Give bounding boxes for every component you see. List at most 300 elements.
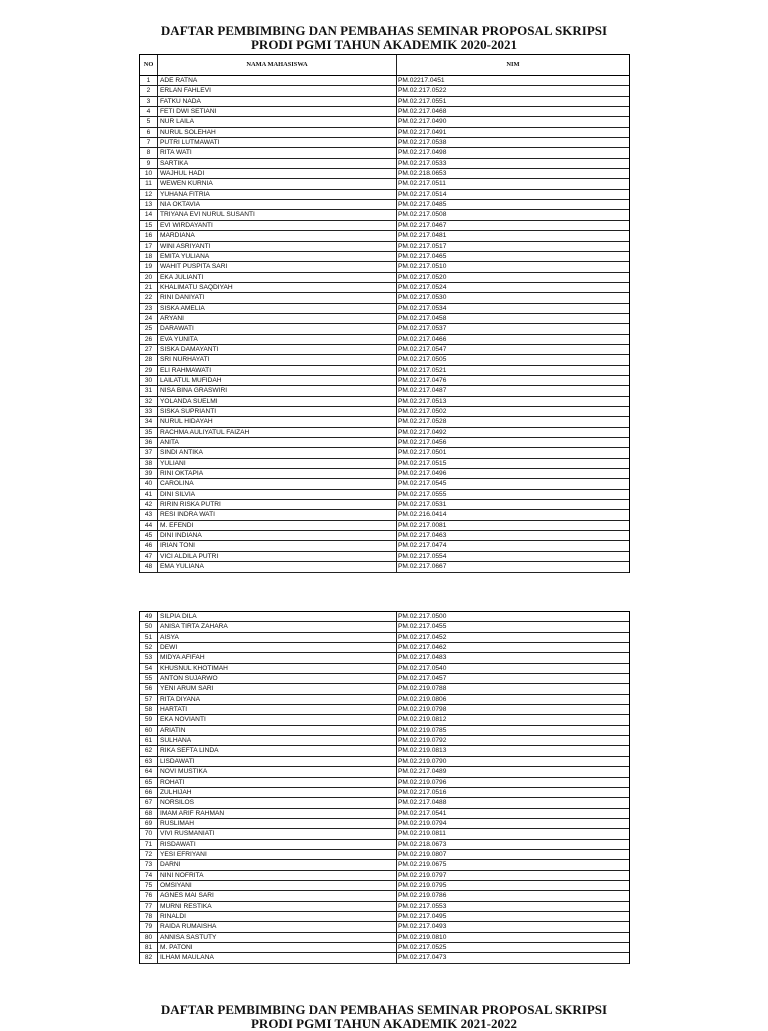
student-name: VICI ALDILA PUTRI: [158, 552, 397, 561]
student-name: RUSLIMAH: [158, 819, 397, 828]
student-nim: PM.02.217.0483: [398, 654, 447, 662]
table-row: [140, 633, 629, 643]
row-number: 1: [140, 76, 158, 85]
row-number: 59: [140, 715, 158, 724]
student-nim: PM.02.217.0510: [398, 263, 447, 271]
table-row: [140, 293, 629, 303]
row-number: 9: [140, 159, 158, 168]
student-nim: PM.02.217.0516: [398, 788, 447, 796]
student-nim: PM.02.217.0500: [398, 613, 447, 620]
student-nim: PM.02.219.0788: [398, 685, 447, 693]
table-row: [140, 76, 629, 86]
student-name: NIA OKTAVIA: [158, 200, 397, 209]
student-nim: PM.02.217.0466: [398, 335, 447, 343]
row-number: 66: [140, 788, 158, 797]
student-name: FETI DWI SETIANI: [158, 107, 397, 116]
table-row: [140, 490, 629, 500]
student-name: DINI SILVIA: [158, 490, 397, 499]
table-row: [140, 767, 629, 777]
student-nim: PM.02.217.0456: [398, 439, 447, 447]
row-number: 14: [140, 210, 158, 219]
student-name: ANTON SUJARWO: [158, 674, 397, 683]
student-nim: PM.02.217.0468: [398, 108, 447, 116]
table-row: [140, 438, 629, 448]
student-nim: PM.02.219.0785: [398, 726, 447, 734]
row-number: 82: [140, 953, 158, 962]
document-subtitle: PRODI PGMI TAHUN AKADEMIK 2020-2021: [250, 37, 518, 52]
row-number: 37: [140, 448, 158, 457]
next-document-title: DAFTAR PEMBIMBING DAN PEMBAHAS SEMINAR PROPOSAL SKRIPSI: [160, 1002, 608, 1017]
header-no: NO: [140, 55, 158, 75]
table-row: [140, 169, 629, 179]
table-row: [140, 531, 629, 541]
student-nim: PM.02.217.0458: [398, 314, 447, 322]
student-name: YENI ARUM SARI: [158, 684, 397, 693]
table-row: [140, 417, 629, 427]
student-name: SINDI ANTIKA: [158, 448, 397, 457]
student-name: ANITA: [158, 438, 397, 447]
row-number: 4: [140, 107, 158, 116]
row-number: 17: [140, 242, 158, 251]
student-name: ROHATI: [158, 778, 397, 787]
table-row: [140, 242, 629, 252]
row-number: 38: [140, 459, 158, 468]
row-number: 60: [140, 726, 158, 735]
student-nim: PM.02.217.0521: [398, 366, 447, 374]
student-nim: PM.02.217.0481: [398, 232, 447, 240]
row-number: 51: [140, 633, 158, 642]
header-name: NAMA MAHASISWA: [158, 55, 397, 75]
student-nim: PM.02.217.0515: [398, 459, 447, 467]
student-name: NUR LAILA: [158, 117, 397, 126]
student-nim: PM.02.217.0081: [398, 521, 447, 529]
table-row: [140, 612, 629, 622]
student-nim: PM.02.219.0795: [398, 881, 447, 889]
student-name: DEWI: [158, 643, 397, 652]
student-nim: PM.02.219.0797: [398, 871, 447, 879]
row-number: 71: [140, 840, 158, 849]
table-row: [140, 850, 629, 860]
student-name: MARDIANA: [158, 231, 397, 240]
student-nim: PM.02.217.0452: [398, 633, 447, 641]
student-nim: PM.02.217.0522: [398, 87, 447, 95]
student-nim: PM.02.217.0467: [398, 221, 447, 229]
table-row: [140, 386, 629, 396]
row-number: 61: [140, 736, 158, 745]
table-row: [140, 459, 629, 469]
row-number: 6: [140, 128, 158, 137]
student-name: TRIYANA EVI NURUL SUSANTI: [158, 210, 397, 219]
table-row: [140, 107, 629, 117]
student-nim: PM.02.217.0476: [398, 376, 447, 384]
student-name: NINI NOFRITA: [158, 871, 397, 880]
student-nim: PM.02.217.0531: [398, 501, 447, 509]
document-title: DAFTAR PEMBIMBING DAN PEMBAHAS SEMINAR PROPOSAL SKRIPSI: [160, 23, 608, 38]
row-number: 31: [140, 386, 158, 395]
row-number: 41: [140, 490, 158, 499]
student-name: AISYA: [158, 633, 397, 642]
student-name: CAROLINA: [158, 479, 397, 488]
student-nim: PM.02.217.0520: [398, 273, 447, 281]
student-name: YUHANA FITRIA: [158, 190, 397, 199]
student-nim: PM.02.217.0525: [398, 944, 447, 951]
student-nim: PM.02.217.0473: [398, 954, 447, 962]
student-nim: PM.02.217.0474: [398, 542, 447, 550]
student-name: RIKA SEFTA LINDA: [158, 746, 397, 755]
row-number: 68: [140, 809, 158, 818]
row-number: 58: [140, 705, 158, 714]
student-nim: PM.02.217.0551: [398, 97, 447, 105]
table-body: [140, 612, 629, 964]
student-name: SULHANA: [158, 736, 397, 745]
student-nim: PM.02.217.0496: [398, 470, 447, 478]
table-row: [140, 860, 629, 870]
table-row: [140, 324, 629, 334]
student-name: YULIANI: [158, 459, 397, 468]
table-row: [140, 397, 629, 407]
table-row: [140, 231, 629, 241]
student-nim: PM.02.218.0653: [398, 170, 447, 178]
student-name: KHUSNUL KHOTIMAH: [158, 664, 397, 673]
student-nim: PM.02.217.0667: [398, 563, 447, 571]
student-nim: PM.02.217.0555: [398, 490, 447, 498]
table-row: [140, 891, 629, 901]
row-number: 12: [140, 190, 158, 199]
student-nim: PM.02.217.0511: [398, 180, 446, 188]
student-nim: PM.02.217.0545: [398, 480, 447, 488]
table-row: [140, 97, 629, 107]
row-number: 35: [140, 428, 158, 437]
student-nim: PM.02.217.0498: [398, 149, 447, 157]
student-name: ARYANI: [158, 314, 397, 323]
student-name: ERLAN FAHLEVI: [158, 86, 397, 95]
row-number: 54: [140, 664, 158, 673]
student-name: ILHAM MAULANA: [158, 953, 397, 962]
table-row: [140, 252, 629, 262]
student-nim: PM.02.217.0465: [398, 252, 447, 260]
student-name: NISA BINA GRASWIRI: [158, 386, 397, 395]
row-number: 72: [140, 850, 158, 859]
row-number: 48: [140, 562, 158, 571]
table-row: [140, 674, 629, 684]
row-number: 33: [140, 407, 158, 416]
student-name: M. PATONI: [158, 943, 397, 952]
table-row: [140, 345, 629, 355]
row-number: 16: [140, 231, 158, 240]
student-nim: PM.02.219.0812: [398, 716, 447, 724]
table-row: [140, 200, 629, 210]
student-table-2: [139, 611, 630, 964]
row-number: 11: [140, 179, 158, 188]
student-nim: PM.02.217.0492: [398, 428, 447, 436]
student-name: WEWEN KURNIA: [158, 179, 397, 188]
table-row: [140, 86, 629, 96]
table-row: [140, 221, 629, 231]
student-name: ARIATIN: [158, 726, 397, 735]
row-number: 39: [140, 469, 158, 478]
student-nim: PM.02217.0451: [398, 77, 445, 84]
student-name: EMITA YULIANA: [158, 252, 397, 261]
student-nim: PM.02.217.0495: [398, 912, 447, 920]
row-number: 63: [140, 757, 158, 766]
row-number: 64: [140, 767, 158, 776]
row-number: 69: [140, 819, 158, 828]
row-number: 19: [140, 262, 158, 271]
table-row: [140, 757, 629, 767]
student-name: SRI NURHAYATI: [158, 355, 397, 364]
row-number: 7: [140, 138, 158, 147]
row-number: 73: [140, 860, 158, 869]
student-nim: PM.02.217.0463: [398, 532, 447, 540]
student-name: RINALDI: [158, 912, 397, 921]
student-name: DINI INDIANA: [158, 531, 397, 540]
row-number: 50: [140, 622, 158, 631]
row-number: 55: [140, 674, 158, 683]
student-nim: PM.02.217.0528: [398, 418, 447, 426]
student-nim: PM.02.217.0547: [398, 345, 447, 353]
row-number: 76: [140, 891, 158, 900]
next-document-subtitle: PRODI PGMI TAHUN AKADEMIK 2021-2022: [250, 1016, 518, 1031]
student-nim: PM.02.219.0794: [398, 819, 447, 827]
student-nim: PM.02.217.0488: [398, 799, 447, 807]
table-row: [140, 871, 629, 881]
table-row: [140, 210, 629, 220]
student-nim: PM.02.217.0491: [398, 128, 447, 136]
student-nim: PM.02.217.0534: [398, 304, 447, 312]
student-nim: PM.02.217.0541: [398, 809, 447, 817]
row-number: 40: [140, 479, 158, 488]
row-number: 10: [140, 169, 158, 178]
student-name: MIDYA AFIFAH: [158, 653, 397, 662]
table-row: [140, 376, 629, 386]
table-row: [140, 500, 629, 510]
table-row: [140, 622, 629, 632]
student-nim: PM.02.217.0501: [398, 449, 447, 457]
table-row: [140, 128, 629, 138]
table-row: [140, 428, 629, 438]
table-row: [140, 314, 629, 324]
student-nim: PM.02.217.0540: [398, 664, 447, 672]
student-name: AGNES MAI SARI: [158, 891, 397, 900]
row-number: 65: [140, 778, 158, 787]
table-row: [140, 653, 629, 663]
student-name: RINI DANIYATI: [158, 293, 397, 302]
table-row: [140, 705, 629, 715]
student-name: M. EFENDI: [158, 521, 397, 530]
table-row: [140, 736, 629, 746]
table-body: [140, 76, 629, 573]
student-name: NURUL HIDAYAH: [158, 417, 397, 426]
student-name: RACHMA AULIYATUL FAIZAH: [158, 428, 397, 437]
table-row: [140, 778, 629, 788]
student-nim: PM.02.219.0810: [398, 933, 447, 941]
table-row: [140, 355, 629, 365]
row-number: 28: [140, 355, 158, 364]
table-row: [140, 283, 629, 293]
table-row: [140, 469, 629, 479]
table-row: [140, 819, 629, 829]
row-number: 18: [140, 252, 158, 261]
student-nim: PM.02.217.0508: [398, 211, 447, 219]
row-number: 34: [140, 417, 158, 426]
row-number: 5: [140, 117, 158, 126]
row-number: 77: [140, 902, 158, 911]
student-name: WAJHUL HADI: [158, 169, 397, 178]
row-number: 44: [140, 521, 158, 530]
student-name: FATKU NADA: [158, 97, 397, 106]
table-row: [140, 715, 629, 725]
row-number: 23: [140, 304, 158, 313]
row-number: 53: [140, 653, 158, 662]
student-nim: PM.02.217.0462: [398, 644, 447, 652]
table-row: [140, 562, 629, 572]
student-name: NURUL SOLEHAH: [158, 128, 397, 137]
table-row: [140, 448, 629, 458]
student-name: RITA WATI: [158, 148, 397, 157]
student-name: WINI ASRIYANTI: [158, 242, 397, 251]
row-number: 32: [140, 397, 158, 406]
student-name: RESI INDRA WATI: [158, 510, 397, 519]
student-name: DARAWATI: [158, 324, 397, 333]
table-row: [140, 933, 629, 943]
student-name: EVA YUNITA: [158, 335, 397, 344]
row-number: 21: [140, 283, 158, 292]
student-nim: PM.02.218.0673: [398, 840, 447, 848]
table-row: [140, 148, 629, 158]
table-row: [140, 179, 629, 189]
student-name: VIVI RUSMANIATI: [158, 829, 397, 838]
student-name: YOLANDA SUELMI: [158, 397, 397, 406]
row-number: 46: [140, 541, 158, 550]
table-row: [140, 521, 629, 531]
table-row: [140, 881, 629, 891]
student-nim: PM.02.217.0554: [398, 552, 447, 560]
student-nim: PM.02.219.0790: [398, 757, 447, 765]
student-name: HARTATI: [158, 705, 397, 714]
student-nim: PM.02.217.0502: [398, 408, 447, 415]
student-name: IMAM ARIF RAHMAN: [158, 809, 397, 818]
table-row: [140, 902, 629, 912]
table-row: [140, 117, 629, 127]
table-row: [140, 726, 629, 736]
table-row: [140, 335, 629, 345]
student-nim: PM.02.217.0489: [398, 768, 447, 776]
student-table-1: [139, 54, 630, 573]
table-row: [140, 695, 629, 705]
student-name: RINI OKTAPIA: [158, 469, 397, 478]
student-nim: PM.02.217.0514: [398, 190, 447, 198]
table-row: [140, 479, 629, 489]
student-nim: PM.02.217.0537: [398, 325, 447, 333]
student-nim: PM.02.217.0553: [398, 902, 447, 910]
student-nim: PM.02.217.0533: [398, 159, 447, 167]
student-nim: PM.02.219.0813: [398, 747, 447, 755]
table-row: [140, 552, 629, 562]
row-number: 79: [140, 922, 158, 931]
table-row: [140, 840, 629, 850]
row-number: 74: [140, 871, 158, 880]
student-name: LISDAWATI: [158, 757, 397, 766]
row-number: 78: [140, 912, 158, 921]
row-number: 70: [140, 829, 158, 838]
row-number: 26: [140, 335, 158, 344]
row-number: 67: [140, 798, 158, 807]
row-number: 62: [140, 746, 158, 755]
student-name: ANNISA SASTUTY: [158, 933, 397, 942]
student-name: PUTRI LUTMAWATI: [158, 138, 397, 147]
student-name: SILPIA DILA: [158, 612, 397, 621]
student-nim: PM.02.219.0786: [398, 892, 447, 900]
student-name: IRIAN TONI: [158, 541, 397, 550]
table-row: [140, 262, 629, 272]
row-number: 2: [140, 86, 158, 95]
student-nim: PM.02.217.0457: [398, 675, 447, 683]
table-row: [140, 541, 629, 551]
student-nim: PM.02.217.0517: [398, 242, 447, 250]
student-name: EVI WIRDAYANTI: [158, 221, 397, 230]
student-name: RISDAWATI: [158, 840, 397, 849]
row-number: 15: [140, 221, 158, 230]
student-name: WAHIT PUSPITA SARI: [158, 262, 397, 271]
student-name: EKA NOVIANTI: [158, 715, 397, 724]
student-name: RIRIN RISKA PUTRI: [158, 500, 397, 509]
student-name: EKA JULIANTI: [158, 273, 397, 282]
table-row: [140, 190, 629, 200]
student-name: ZULHIJAH: [158, 788, 397, 797]
student-name: RAIDA RUMAISHA: [158, 922, 397, 931]
row-number: 36: [140, 438, 158, 447]
row-number: 45: [140, 531, 158, 540]
student-name: ADE RATNA: [158, 76, 397, 85]
row-number: 75: [140, 881, 158, 890]
student-nim: PM.02.217.0490: [398, 118, 447, 126]
student-nim: PM.02.217.0513: [398, 397, 447, 405]
student-nim: PM.02.219.0806: [398, 695, 447, 703]
student-nim: PM.02.216.0414: [398, 511, 447, 519]
row-number: 3: [140, 97, 158, 106]
student-nim: PM.02.219.0796: [398, 778, 447, 786]
row-number: 27: [140, 345, 158, 354]
student-name: RITA DIYANA: [158, 695, 397, 704]
student-name: KHALIMATU SAQDIYAH: [158, 283, 397, 292]
student-nim: PM.02.219.0798: [398, 706, 447, 714]
row-number: 80: [140, 933, 158, 942]
student-name: OMSIYANI: [158, 881, 397, 890]
row-number: 13: [140, 200, 158, 209]
table-row: [140, 798, 629, 808]
student-nim: PM.02.217.0487: [398, 387, 447, 395]
table-row: [140, 943, 629, 953]
student-name: NOVI MUSTIKA: [158, 767, 397, 776]
table-row: [140, 912, 629, 922]
student-nim: PM.02.219.0811: [398, 830, 446, 838]
student-name: MURNI RESTIKA: [158, 902, 397, 911]
table-row: [140, 643, 629, 653]
student-nim: PM.02.217.0455: [398, 623, 447, 631]
student-nim: PM.02.217.0530: [398, 294, 447, 302]
table-row: [140, 953, 629, 963]
table-row: [140, 746, 629, 756]
student-name: SISKA DAMAYANTI: [158, 345, 397, 354]
row-number: 56: [140, 684, 158, 693]
row-number: 20: [140, 273, 158, 282]
table-row: [140, 304, 629, 314]
student-name: LAILATUL MUFIDAH: [158, 376, 397, 385]
student-nim: PM.02.217.0505: [398, 356, 447, 364]
row-number: 52: [140, 643, 158, 652]
student-name: SARTIKA: [158, 159, 397, 168]
table-row: [140, 138, 629, 148]
